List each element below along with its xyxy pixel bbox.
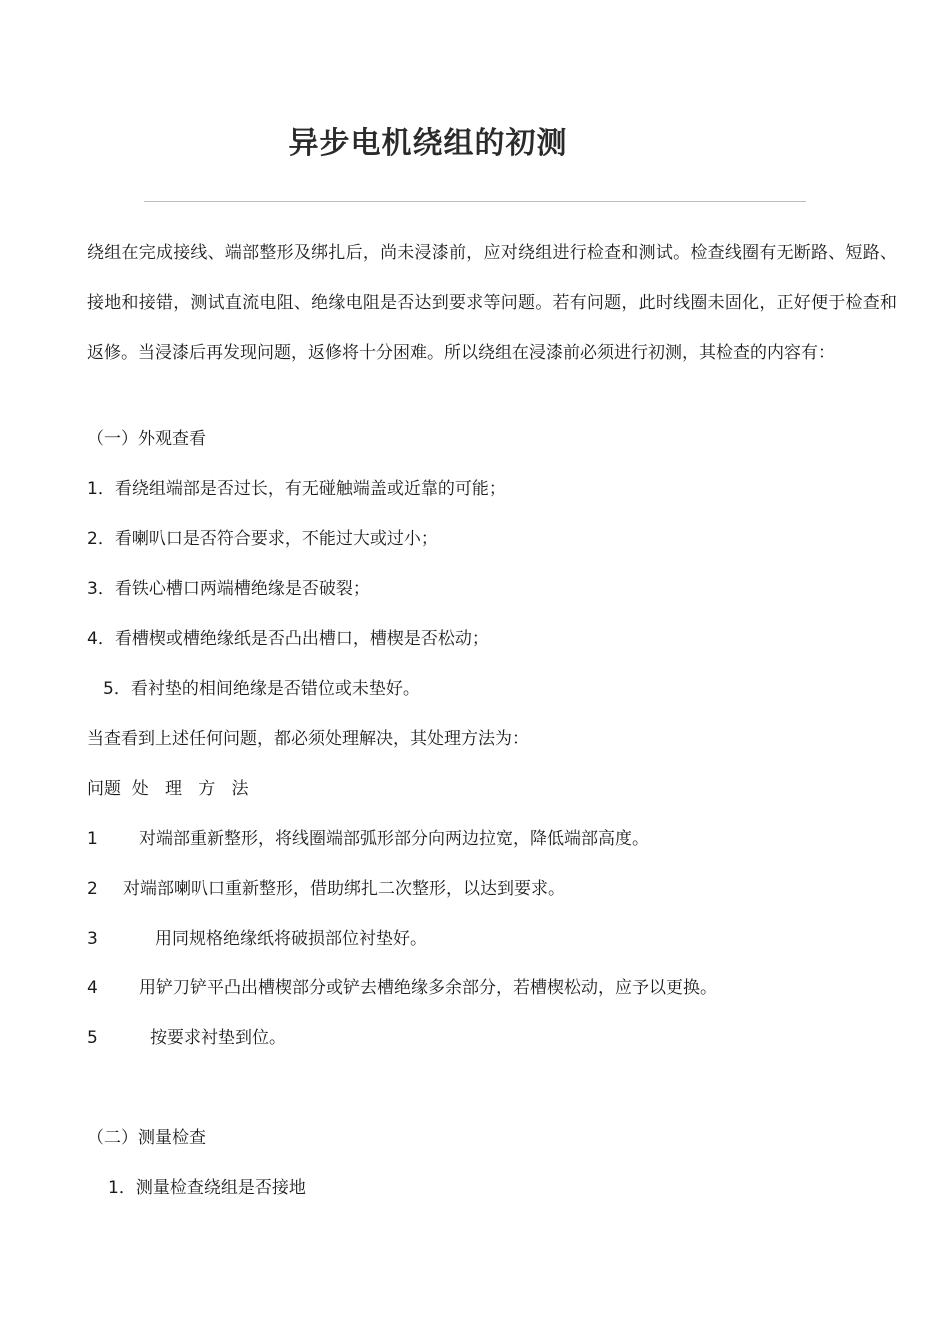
remedy-text: 用同规格绝缘纸将破损部位衬垫好。 <box>155 929 427 949</box>
remedy-row-3 <box>87 928 427 950</box>
remedy-number: 4 <box>87 978 98 998</box>
intro-paragraph: 绕组在完成接线、端部整形及绑扎后，尚未浸漆前，应对绕组进行检查和测试。检查线圈有无断路、短路、接地和接错，测试直流电阻、绝缘电阻是否达到要求等问题。若有问题，此时线圈未固化，正好便于检查和返修。当浸漆后再发现问题，返修将十分困难。所以绕组在浸漆前必须进行初测，其检查的内容有： <box>87 243 897 363</box>
section2-heading: （二）测量检查 <box>87 1128 206 1148</box>
section1-heading: （一）外观查看 <box>87 429 206 449</box>
inspection-item-5: 5．看衬垫的相间绝缘是否错位或未垫好。 <box>103 679 420 699</box>
remedy-number: 5 <box>87 1028 98 1048</box>
remedy-row-2 <box>87 878 565 900</box>
remedy-number: 1 <box>87 829 98 849</box>
inspection-item-4: 4．看槽楔或槽绝缘纸是否凸出槽口，槽楔是否松动； <box>87 629 489 649</box>
document-title: 异步电机绕组的初测 <box>288 126 568 161</box>
inspection-item-1: 1．看绕组端部是否过长，有无碰触端盖或近靠的可能； <box>87 479 506 499</box>
remedy-number: 2 <box>87 879 98 899</box>
measurement-item-1: 1．测量检查绕组是否接地 <box>108 1178 306 1198</box>
remedy-number: 3 <box>87 929 98 949</box>
remedy-text: 按要求衬垫到位。 <box>150 1028 286 1048</box>
remedy-row-5 <box>87 1027 286 1049</box>
remedy-text: 对端部喇叭口重新整形，借助绑扎二次整形，以达到要求。 <box>123 879 565 899</box>
remedy-text: 用铲刀铲平凸出槽楔部分或铲去槽绝缘多余部分，若槽楔松动，应予以更换。 <box>139 978 717 998</box>
remedy-row-4 <box>87 977 717 999</box>
inspection-item-3: 3．看铁心槽口两端槽绝缘是否破裂； <box>87 579 370 599</box>
remedy-text: 对端部重新整形，将线圈端部弧形部分向两边拉宽，降低端部高度。 <box>139 829 649 849</box>
inspection-item-2: 2．看喇叭口是否符合要求，不能过大或过小； <box>87 529 438 549</box>
remedy-table-header: 问题 处 理 方 法 <box>87 779 249 799</box>
remedy-row-1 <box>87 828 649 850</box>
remedy-summary: 当查看到上述任何问题，都必须处理解决，其处理方法为： <box>87 729 529 749</box>
title-divider <box>144 201 806 202</box>
